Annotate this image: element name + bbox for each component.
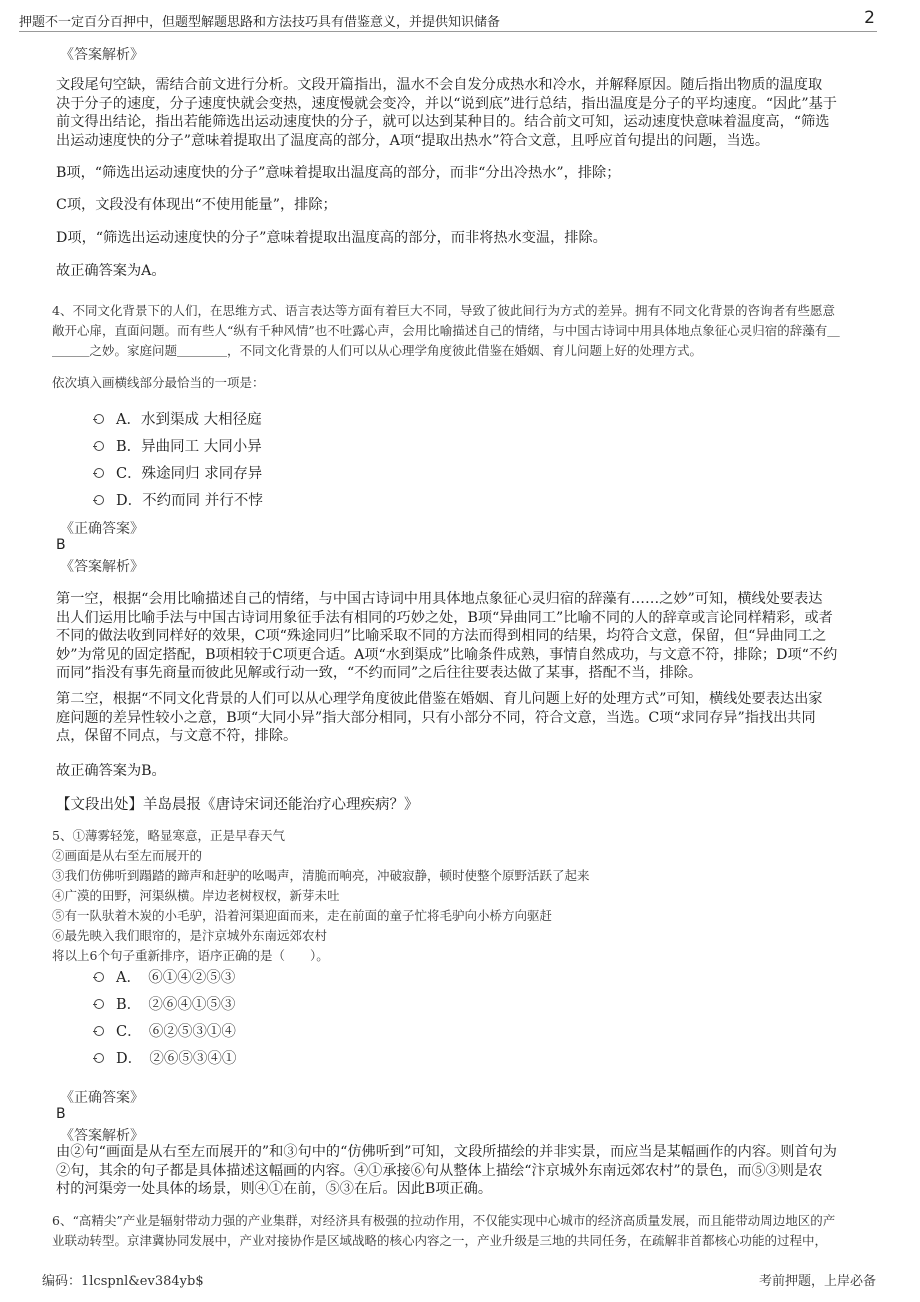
text-line: 而同”指没有事先商量而彼此见解或行动一致，“不约而同”之后往往要表达做了某事，搭配不当，排除。: [56, 665, 703, 682]
text-line: 文段尾句空缺，需结合前文进行分析。文段开篇指出，温水不会自发分成热水和冷水，并解释原因。随后指出物质的温度取: [56, 77, 823, 93]
q4-correct-label: 《正确答案》: [60, 521, 144, 537]
header-text: 押题不一定百分百押中，但题型解题思路和方法技巧具有借鉴意义，并提供知识储备: [19, 15, 501, 30]
text-line: 前文得出结论，指出若能筛选出运动速度快的分子，就可以达到某种目的。结合前文可知，运动速度快意味着温度高，“筛选: [56, 114, 830, 131]
q4-option-d[interactable]: [94, 489, 263, 510]
q4-stem: [52, 301, 872, 361]
text-line: 4、不同文化背景下的人们，在思维方式、语言表达等方面有着巨大不同，导致了彼此间行为方式的差异。拥有不同文化背景的咨询者有些愿意: [52, 303, 835, 318]
q4-answer: B: [56, 537, 66, 553]
footer-slogan: 考前押题，上岸必备: [758, 1274, 876, 1289]
q5-stem: [52, 826, 872, 966]
radio-icon[interactable]: [94, 468, 104, 478]
text-line: 出人们运用比喻手法与中国古诗词用象征手法有相同的巧妙之处，B项“异曲同工”比喻不同的人的辞章或言论同样精彩，或者: [56, 609, 833, 626]
footer-code: 编码：1lcspnl&ev384yb$: [42, 1274, 204, 1289]
text-line: 由②句“画面是从右至左而展开的”和③句中的“仿佛听到”可知，文段所描绘的并非实景，而应当是某幅画作的内容。则首句为: [56, 1144, 837, 1160]
q4-option-b[interactable]: [94, 435, 262, 456]
q4-source: 【文段出处】羊岛晨报《唐诗宋词还能治疗心理疾病？》: [56, 797, 419, 813]
text-line: 将以上6个句子重新排序，语序正确的是（ ）。: [52, 948, 329, 963]
text-line: ②画面是从右至左而展开的: [52, 848, 203, 863]
text-line: 决于分子的速度，分子速度快就会变热，速度慢就会变冷，并以“说到底”进行总结，指出温度是分子的平均速度。“因此”基于: [56, 95, 837, 112]
q4-analysis-label: 《答案解析》: [60, 559, 144, 575]
text-line: ＿＿＿之妙。家庭问题＿＿＿＿，不同文化背景的人们可以从心理学角度彼此借鉴在婚姻、育儿问题上好的处理方式。: [52, 343, 703, 358]
q3-analysis-para: [56, 76, 864, 150]
radio-icon[interactable]: [94, 414, 104, 424]
text-line: 妙”为常见的固定搭配，B项相较于C项更合适。A项“水到渠成”比喻条件成熟，事情自然成功，与文意不符，排除；D项“不约: [56, 646, 838, 663]
option-label: D． ②⑥⑤③④①: [116, 1051, 237, 1067]
text-line: ⑥最先映入我们眼帘的，是汴京城外东南远郊农村: [52, 928, 328, 943]
radio-icon[interactable]: [94, 972, 104, 982]
text-line: ②句，其余的句子都是具体描述这幅画的内容。④①承接⑥句从整体上描绘“汴京城外东南远郊农村”的景色，而⑤③则是农: [56, 1162, 823, 1179]
option-label: B．异曲同工 大同小异: [116, 439, 262, 455]
option-label: A． ⑥①④②⑤③: [116, 970, 236, 986]
option-label: C．殊途同归 求同存异: [116, 466, 263, 482]
q3-analysis-label: 《答案解析》: [60, 47, 144, 63]
option-label: B． ②⑥④①⑤③: [116, 997, 236, 1013]
radio-icon[interactable]: [94, 1053, 104, 1063]
text-line: ⑤有一队驮着木炭的小毛驴，沿着河渠迎面而来，走在前面的童子忙将毛驴向小桥方向驱赶: [52, 908, 553, 923]
text-line: ③我们仿佛听到蹋踏的蹄声和赶驴的吆喝声，清脆而响亮，冲破寂静，顿时使整个原野活跃了起来: [52, 868, 590, 883]
text-line: 6、“高精尖”产业是辐射带动力强的产业集群，对经济具有极强的拉动作用，不仅能实现中心城市的经济高质量发展，而且能带动周边地区的产: [52, 1213, 836, 1228]
q5-answer: B: [56, 1106, 66, 1122]
text-line: 第二空，根据“不同文化背景的人们可以从心理学角度彼此借鉴在婚姻、育儿问题上好的处理方式”可知，横线处要表达出家: [56, 691, 823, 707]
radio-icon[interactable]: [94, 1026, 104, 1036]
option-label: C． ⑥②⑤③①④: [116, 1024, 236, 1040]
q5-analysis-para: [56, 1143, 864, 1199]
page-number: 2: [864, 8, 875, 28]
text-line: 点，保留不同点，与文意不符，排除。: [56, 728, 298, 745]
q4-option-c[interactable]: [94, 462, 262, 483]
q5-option-d[interactable]: [94, 1047, 236, 1068]
option-label: D．不约而同 并行不悖: [116, 493, 263, 509]
q4-analysis-para1: [56, 590, 864, 683]
radio-icon[interactable]: [94, 495, 104, 505]
q4-analysis-para2: [56, 690, 864, 746]
page-header: [19, 9, 877, 32]
text-line: 5、①薄雾轻笼，略显寒意，正是早春天气: [52, 828, 285, 843]
q3-option-d-note: D项，“筛选出运动速度快的分子”意味着提取出温度高的部分，而非将热水变温，排除。: [56, 230, 607, 246]
text-line: 第一空，根据“会用比喻描述自己的情绪，与中国古诗词中用具体地点象征心灵归宿的辞藻有……之妙”可知，横线处要表达: [56, 591, 823, 607]
q3-conclusion: 故正确答案为A。: [56, 263, 166, 279]
q5-analysis-label: 《答案解析》: [60, 1128, 144, 1144]
q4-conclusion: 故正确答案为B。: [56, 763, 166, 779]
text-line: 业联动转型。京津冀协同发展中，产业对接协作是区域战略的核心内容之一，产业升级是三地的共同任务，在疏解非首都核心功能的过程中，: [52, 1233, 828, 1248]
text-line: 敞开心扉，直面问题。而有些人“纵有千种风情”也不吐露心声，会用比喻描述自己的情绪，与中国古诗词中用具体地点象征心灵归宿的辞藻有＿: [52, 323, 840, 338]
text-line: 庭问题的差异性较小之意，B项“大同小异”指大部分相同，只有小部分不同，符合文意，当选。C项“求同存异”指找出共同: [56, 709, 816, 726]
option-label: A．水到渠成 大相径庭: [116, 412, 262, 428]
text-line: 出运动速度快的分子”意味着提取出了温度高的部分，A项“提取出热水”符合文意，且呼应首句提出的问题，当选。: [56, 132, 770, 149]
text-line: 不同的做法收到同样好的效果，C项“殊途同归”比喻采取不同的方法而得到相同的结果，均符合文意，保留，但“异曲同工之: [56, 628, 827, 645]
q4-option-a[interactable]: [94, 408, 262, 429]
q6-stem: [52, 1211, 872, 1251]
text-line: 村的河渠旁一处具体的场景，则④①在前，⑤③在后。因此B项正确。: [56, 1181, 493, 1198]
q5-option-b[interactable]: [94, 993, 235, 1014]
radio-icon[interactable]: [94, 441, 104, 451]
q3-option-c-note: C项，文段没有体现出“不使用能量”，排除；: [56, 197, 337, 213]
radio-icon[interactable]: [94, 999, 104, 1009]
q4-instruction: 依次填入画横线部分最恰当的一项是：: [52, 375, 265, 390]
q5-correct-label: 《正确答案》: [60, 1090, 144, 1106]
q5-option-c[interactable]: [94, 1020, 236, 1041]
q3-option-b-note: B项，“筛选出运动速度快的分子”意味着提取出温度高的部分，而非“分出冷热水”，排除；: [56, 165, 621, 181]
text-line: ④广漠的田野，河渠纵横。岸边老树杈杈，新芽未吐: [52, 888, 340, 903]
q5-option-a[interactable]: [94, 966, 235, 987]
